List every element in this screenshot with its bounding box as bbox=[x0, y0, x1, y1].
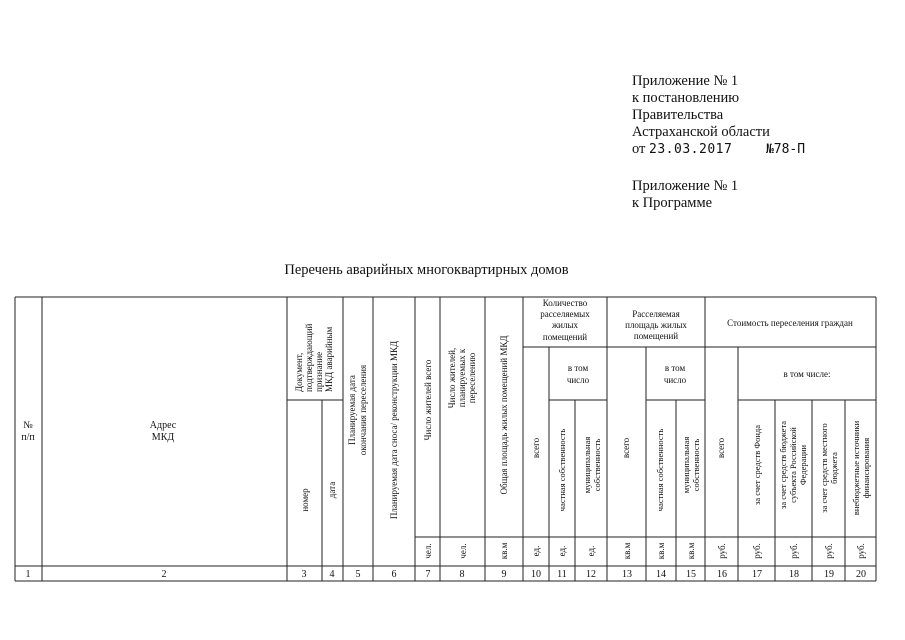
qty-header-line: жилых bbox=[551, 320, 579, 330]
unit-label: руб. bbox=[752, 543, 762, 559]
column-number: 20 bbox=[856, 569, 866, 580]
column-number: 15 bbox=[686, 569, 696, 580]
column-number: 14 bbox=[656, 569, 666, 580]
date-prefix: от bbox=[632, 141, 646, 157]
unit-label: руб. bbox=[856, 543, 866, 559]
subject-budget-line: за счет средств бюджета bbox=[778, 420, 788, 510]
column-number: 5 bbox=[355, 569, 361, 580]
col-address-label: Адрес bbox=[149, 420, 177, 431]
total-area-label: Общая площадь жилых помещений МКД bbox=[499, 335, 509, 495]
column-number: 1 bbox=[25, 569, 31, 580]
area-municipal-label bbox=[681, 437, 701, 494]
resolution-number: №78-П bbox=[765, 142, 806, 157]
planned-end-line: окончания переселения bbox=[358, 364, 368, 456]
area-municipal-line: муниципальная bbox=[681, 436, 691, 494]
extra-sources-label bbox=[851, 420, 871, 515]
unit-label: кв.м bbox=[499, 542, 509, 560]
column-number: 10 bbox=[531, 569, 541, 580]
incl-label-qty: число bbox=[566, 375, 590, 385]
doc-date-label: дата bbox=[327, 481, 337, 499]
planned-demolish-label: Планируемая дата сноса/ реконструкции МКД bbox=[389, 340, 399, 520]
appendix-line: Приложение № 1 bbox=[632, 73, 739, 89]
area-private-label: частная собственность bbox=[655, 428, 665, 512]
subject-budget-label bbox=[778, 421, 808, 509]
unit-label: чел. bbox=[458, 543, 468, 559]
column-number: 3 bbox=[301, 569, 307, 580]
residents-planned-line: Число жителей, bbox=[447, 347, 457, 409]
residents-planned-header bbox=[447, 348, 477, 408]
document-title-text: Перечень аварийных многоквартирных домов bbox=[284, 262, 569, 278]
unit-label: руб. bbox=[824, 543, 834, 559]
residents-planned-line: переселению bbox=[467, 352, 477, 404]
qty-header-line: расселяемых bbox=[540, 309, 590, 319]
doc-header-line: признание bbox=[314, 351, 324, 392]
column-numbers-row bbox=[26, 569, 867, 580]
column-number: 13 bbox=[622, 569, 632, 580]
appendix-line: к Программе bbox=[632, 195, 713, 211]
column-number: 7 bbox=[425, 569, 431, 580]
subject-budget-line: Федерации bbox=[798, 444, 808, 486]
incl-label-qty: в том bbox=[567, 363, 589, 373]
resolution-date: 23.03.2017 bbox=[649, 142, 733, 157]
local-budget-line: бюджета bbox=[829, 452, 839, 484]
residents-total-label: Число жителей всего bbox=[423, 359, 433, 441]
extra-sources-line: финансирования bbox=[861, 437, 871, 499]
column-number: 2 bbox=[161, 569, 167, 580]
incl-label-cost: в том числе: bbox=[783, 369, 831, 379]
incl-label-area: в том bbox=[664, 363, 686, 373]
appendix-line: Астраханской области bbox=[632, 124, 770, 140]
column-number: 16 bbox=[717, 569, 727, 580]
area-municipal-line: собственность bbox=[691, 438, 701, 492]
units-row bbox=[423, 542, 866, 559]
appendix-line: Приложение № 1 bbox=[632, 178, 739, 194]
local-budget-line: за счет средств местного bbox=[819, 423, 829, 513]
qty-municipal-label bbox=[582, 437, 602, 494]
col-no-label: п/п bbox=[21, 432, 35, 443]
table-grid bbox=[15, 297, 876, 581]
unit-label: ед. bbox=[586, 545, 596, 557]
column-number: 6 bbox=[391, 569, 397, 580]
doc-header bbox=[294, 323, 334, 392]
col-no-label: № bbox=[23, 420, 33, 431]
area-total-label: всего bbox=[621, 437, 631, 459]
area-header-line: Расселяемая bbox=[632, 309, 680, 319]
extra-sources-line: внебюджетные источники bbox=[851, 420, 861, 516]
column-number: 4 bbox=[329, 569, 335, 580]
fund-label: за счет средств Фонда bbox=[752, 425, 762, 505]
column-number: 18 bbox=[789, 569, 799, 580]
local-budget-label bbox=[819, 423, 839, 513]
appendix-line: Правительства bbox=[632, 107, 724, 123]
doc-header-line: Документ, bbox=[294, 352, 304, 392]
cost-header: Стоимость переселения граждан bbox=[727, 318, 853, 328]
cost-total-label: всего bbox=[716, 437, 726, 459]
col-address-label: МКД bbox=[151, 432, 175, 443]
unit-label: кв.м bbox=[686, 542, 696, 560]
unit-label: чел. bbox=[423, 543, 433, 559]
qty-total-label: всего bbox=[531, 437, 541, 459]
column-number: 11 bbox=[557, 569, 567, 580]
column-number: 19 bbox=[824, 569, 834, 580]
column-number: 17 bbox=[752, 569, 762, 580]
column-number: 12 bbox=[586, 569, 596, 580]
qty-municipal-line: собственность bbox=[592, 438, 602, 492]
unit-label: ед. bbox=[531, 545, 541, 557]
doc-number-label: номер bbox=[300, 488, 310, 512]
residents-planned-line: планируемых к bbox=[457, 348, 467, 408]
unit-label: кв.м bbox=[622, 542, 632, 560]
qty-private-label: частная собственность bbox=[557, 428, 567, 512]
incl-label-area: число bbox=[663, 375, 687, 385]
qty-municipal-line: муниципальная bbox=[582, 436, 592, 494]
planned-end-header bbox=[347, 365, 368, 455]
subject-budget-line: субъекта Российской bbox=[788, 427, 798, 503]
area-header-line: помещений bbox=[633, 331, 679, 341]
unit-label: руб. bbox=[717, 543, 727, 559]
appendix-line: к постановлению bbox=[632, 90, 740, 106]
unit-label: руб. bbox=[789, 543, 799, 559]
planned-end-line: Планируемая дата bbox=[347, 375, 357, 445]
doc-header-line: МКД аварийным bbox=[324, 326, 334, 392]
area-header-line: площадь жилых bbox=[625, 320, 687, 330]
column-number: 9 bbox=[501, 569, 507, 580]
qty-header-line: Количество bbox=[542, 298, 588, 308]
column-number: 8 bbox=[459, 569, 465, 580]
unit-label: ед. bbox=[557, 545, 567, 557]
doc-header-line: подтверждающий bbox=[304, 323, 314, 392]
qty-header-line: помещений bbox=[542, 332, 588, 342]
unit-label: кв.м bbox=[656, 542, 666, 560]
